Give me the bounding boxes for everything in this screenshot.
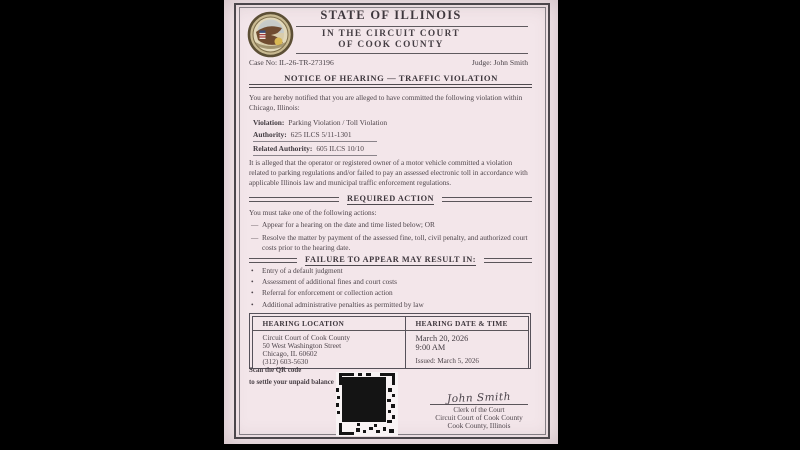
- heading-rule-left: [249, 258, 297, 263]
- field-related-authority: [253, 142, 377, 156]
- field-label: Authority:: [253, 130, 287, 139]
- list-item-text: Entry of a default judgment: [262, 266, 343, 275]
- hearing-datetime-header: HEARING DATE & TIME: [406, 317, 528, 332]
- signature-org: Circuit Court of Cook County: [435, 413, 523, 423]
- hearing-location-header: HEARING LOCATION: [253, 317, 405, 332]
- allegation-paragraph: It is alleged that the operator or registered owner of a motor vehicle committed a violation related to parking regulations and/or failed to pay an assessed electronic toll in accordance with applicable Illinois law and municipal traffic enforcement regulations.: [249, 158, 528, 187]
- field-violation: [253, 116, 395, 129]
- location-line: Chicago, IL 60602: [262, 348, 318, 358]
- bullet-marker: •: [251, 299, 254, 309]
- qr-caption: [249, 367, 334, 386]
- court-line-1: IN THE CIRCUIT COURT: [321, 29, 461, 39]
- list-item: [251, 278, 530, 286]
- heading-rule-left: [249, 197, 339, 202]
- field-value: 605 ILCS 10/10: [316, 143, 364, 153]
- signature-block: [430, 392, 528, 430]
- required-action-list: [251, 220, 530, 256]
- list-item: [251, 267, 530, 275]
- list-item-text: Referral for enforcement or collection action: [262, 288, 393, 298]
- list-item: [251, 289, 530, 297]
- list-item-text: Resolve the matter by payment of the assessed fine, toll, civil penalty, and authorized court costs prior to the hearing date.: [262, 232, 528, 252]
- field-authority: [253, 129, 377, 143]
- court-notice-document: [224, 0, 558, 444]
- required-action-heading: [249, 194, 532, 205]
- field-value: Parking Violation / Toll Violation: [288, 117, 388, 127]
- dash-marker: —: [251, 232, 259, 242]
- court-line-2: OF COOK COUNTY: [338, 40, 444, 50]
- location-line: Circuit Court of Cook County: [262, 332, 351, 342]
- signature-script: John Smith: [446, 390, 512, 406]
- notice-title-rule: [249, 84, 532, 88]
- illinois-state-seal-icon: [247, 11, 294, 58]
- qr-code-redacted-icon: [336, 372, 398, 436]
- list-item-text: Additional administrative penalties as permitted by law: [262, 299, 424, 309]
- hearing-location-column: [253, 317, 405, 368]
- list-item: [251, 220, 530, 230]
- hearing-date: March 20, 2026: [415, 333, 469, 343]
- list-item-text: Appear for a hearing on the date and time listed below; OR: [262, 220, 435, 229]
- required-action-intro: You must take one of the following actions:: [249, 208, 377, 217]
- hearing-info-box: [249, 313, 531, 369]
- list-item-text: Assessment of additional fines and court costs: [262, 277, 397, 287]
- bullet-marker: •: [251, 277, 254, 287]
- list-item: [251, 233, 530, 253]
- location-line: (312) 603-5630: [262, 357, 309, 367]
- qr-caption-line2: to settle your unpaid balance: [249, 379, 334, 386]
- field-value: 625 ILCS 5/11-1301: [290, 130, 352, 139]
- header-rule-top: [296, 26, 528, 27]
- dash-marker: —: [251, 220, 259, 229]
- signature-title: Clerk of the Court: [453, 405, 505, 414]
- qr-caption-line1: Scan the QR code: [249, 367, 302, 374]
- heading-rule-right: [442, 197, 532, 202]
- heading-rule-right: [484, 258, 532, 263]
- signature-place: Cook County, Illinois: [447, 421, 511, 431]
- heading-text: FAILURE TO APPEAR MAY RESULT IN:: [305, 255, 476, 264]
- case-row: [249, 58, 528, 67]
- notice-intro: You are hereby notified that you are alleged to have committed the following violation within Chicago, Illinois:: [249, 93, 523, 112]
- bullet-marker: •: [251, 266, 254, 275]
- hearing-datetime-column: [405, 317, 528, 368]
- failure-list: [251, 267, 530, 312]
- location-line: 50 West Washington Street: [262, 340, 342, 350]
- case-number: Case No: IL-26-TR-273196: [249, 58, 334, 67]
- failure-heading: [249, 255, 532, 266]
- bullet-marker: •: [251, 288, 254, 298]
- judge-name: Judge: John Smith: [471, 58, 528, 67]
- heading-text: REQUIRED ACTION: [346, 194, 435, 203]
- header-rule-bottom: [296, 53, 528, 54]
- hearing-info-box-inner: [252, 316, 529, 369]
- violation-fields: [253, 116, 395, 156]
- issued-date: Issued: March 5, 2026: [415, 357, 479, 365]
- field-label: Related Authority:: [253, 143, 313, 153]
- notice-title: NOTICE OF HEARING — TRAFFIC VIOLATION: [284, 73, 498, 83]
- field-label: Violation:: [253, 117, 285, 127]
- list-item: [251, 301, 530, 309]
- state-title: STATE OF ILLINOIS: [320, 8, 462, 22]
- hearing-time: 9:00 AM: [415, 343, 446, 352]
